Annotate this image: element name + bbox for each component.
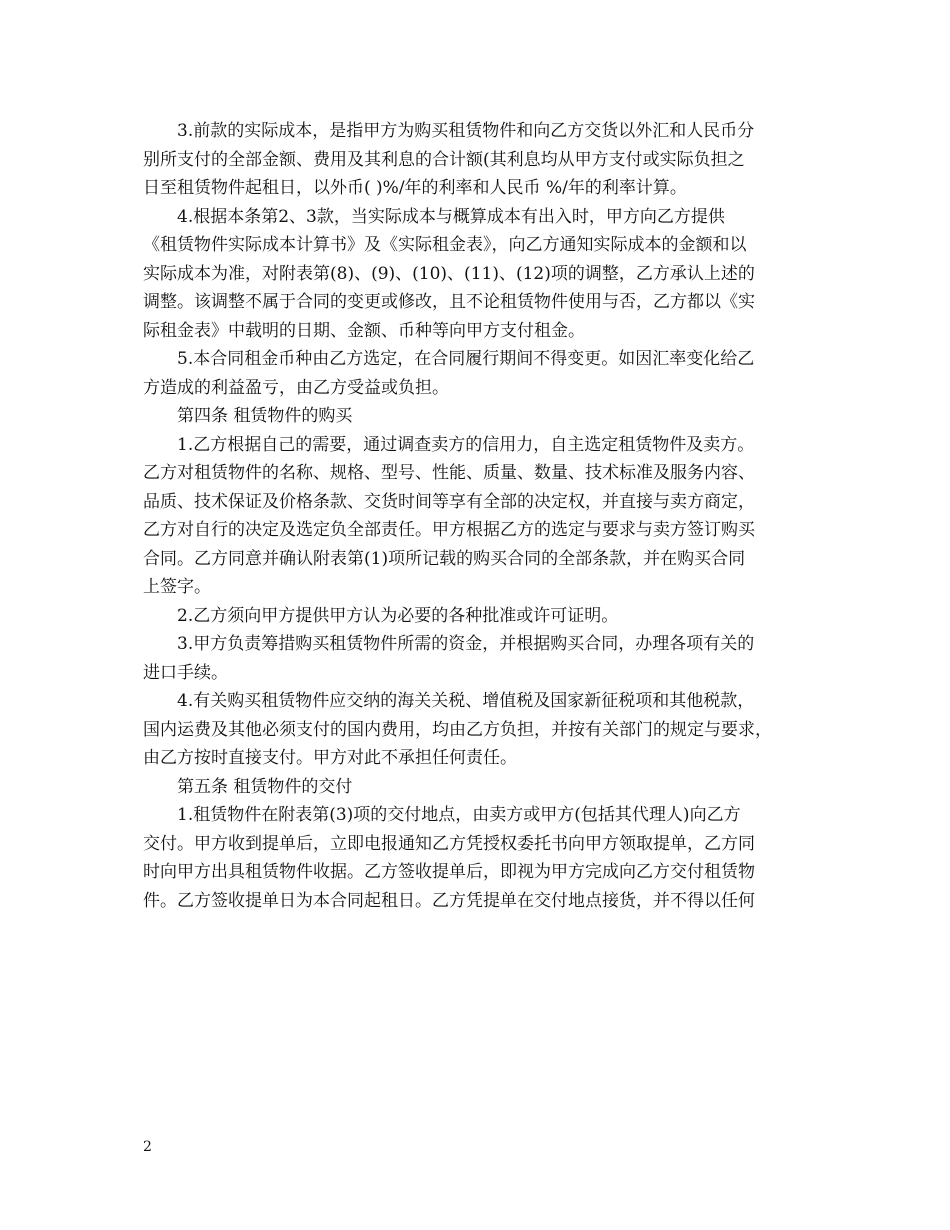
paragraph-line: 由乙方按时直接支付。甲方对此不承担任何责任。 [143, 748, 517, 768]
paragraph-line: 4.根据本条第2、3款，当实际成本与概算成本有出入时，甲方向乙方提供 [177, 206, 725, 227]
paragraph-line: 2.乙方须向甲方提供甲方认为必要的各种批准或许可证明。 [177, 605, 619, 626]
paragraph-line: 1.乙方根据自己的需要，通过调查卖方的信用力，自主选定租赁物件及卖方。 [177, 434, 755, 455]
paragraph-line: 乙方对自行的决定及选定负全部责任。甲方根据乙方的选定与要求与卖方签订购买 [143, 520, 755, 540]
paragraph-line: 别所支付的全部金额、费用及其利息的合计额(其利息均从甲方支付或实际负担之 [143, 149, 745, 170]
paragraph-line: 乙方对租赁物件的名称、规格、型号、性能、质量、数量、技术标准及服务内容、 [143, 463, 755, 483]
paragraph-line: 3.甲方负责筹措购买租赁物件所需的资金，并根据购买合同，办理各项有关的 [177, 634, 755, 654]
paragraph-line: 日至租赁物件起租日，以外币( )%/年的利率和人民币 %/年的利率计算。 [143, 178, 687, 198]
paragraph-line: 进口手续。 [143, 662, 228, 683]
paragraph-line: 件。乙方签收提单日为本合同起租日。乙方凭提单在交付地点接货，并不得以任何 [143, 890, 755, 911]
paragraph-line: 方造成的利益盈亏，由乙方受益或负担。 [143, 377, 449, 398]
paragraph-line: 5.本合同租金币种由乙方选定，在合同履行期间不得变更。如因汇率变化给乙 [177, 349, 755, 369]
document-body [143, 117, 818, 915]
paragraph-line: 合同。乙方同意并确认附表第(1)项所记载的购买合同的全部条款，并在购买合同 [143, 548, 746, 569]
paragraph-line: 上签字。 [143, 577, 211, 597]
paragraph-line: 实际成本为准，对附表第(8)、(9)、(10)、(11)、(12)项的调整，乙方承认上述的 [143, 263, 755, 284]
article-heading: 第五条 租赁物件的交付 [177, 776, 353, 797]
paragraph-line: 时向甲方出具租赁物件收据。乙方签收提单后，即视为甲方完成向乙方交付租赁物 [143, 862, 755, 882]
paragraph-line: 3.前款的实际成本，是指甲方为购买租赁物件和向乙方交货以外汇和人民币分 [177, 121, 755, 141]
paragraph-line: 调整。该调整不属于合同的变更或修改，且不论租赁物件使用与否，乙方都以《实 [143, 292, 755, 312]
paragraph-line: 品质、技术保证及价格条款、交货时间等享有全部的决定权，并直接与卖方商定， [143, 491, 755, 512]
article-heading: 第四条 租赁物件的购买 [177, 406, 353, 426]
paragraph-line: 交付。甲方收到提单后，立即电报通知乙方凭授权委托书向甲方领取提单，乙方同 [143, 833, 755, 854]
paragraph-line: 际租金表》中载明的日期、金额、币种等向甲方支付租金。 [143, 320, 585, 341]
paragraph-line: 4.有关购买租赁物件应交纳的海关关税、增值税及国家新征税项和其他税款， [177, 691, 755, 711]
paragraph-line: 1.租赁物件在附表第(3)项的交付地点，由卖方或甲方(包括其代理人)向乙方 [177, 805, 741, 825]
paragraph-line: 国内运费及其他必须支付的国内费用，均由乙方负担，并按有关部门的规定与要求， [143, 719, 772, 740]
paragraph-line: 《租赁物件实际成本计算书》及《实际租金表》，向乙方通知实际成本的金额和以 [143, 235, 747, 255]
page-number: 2 [143, 1139, 152, 1155]
